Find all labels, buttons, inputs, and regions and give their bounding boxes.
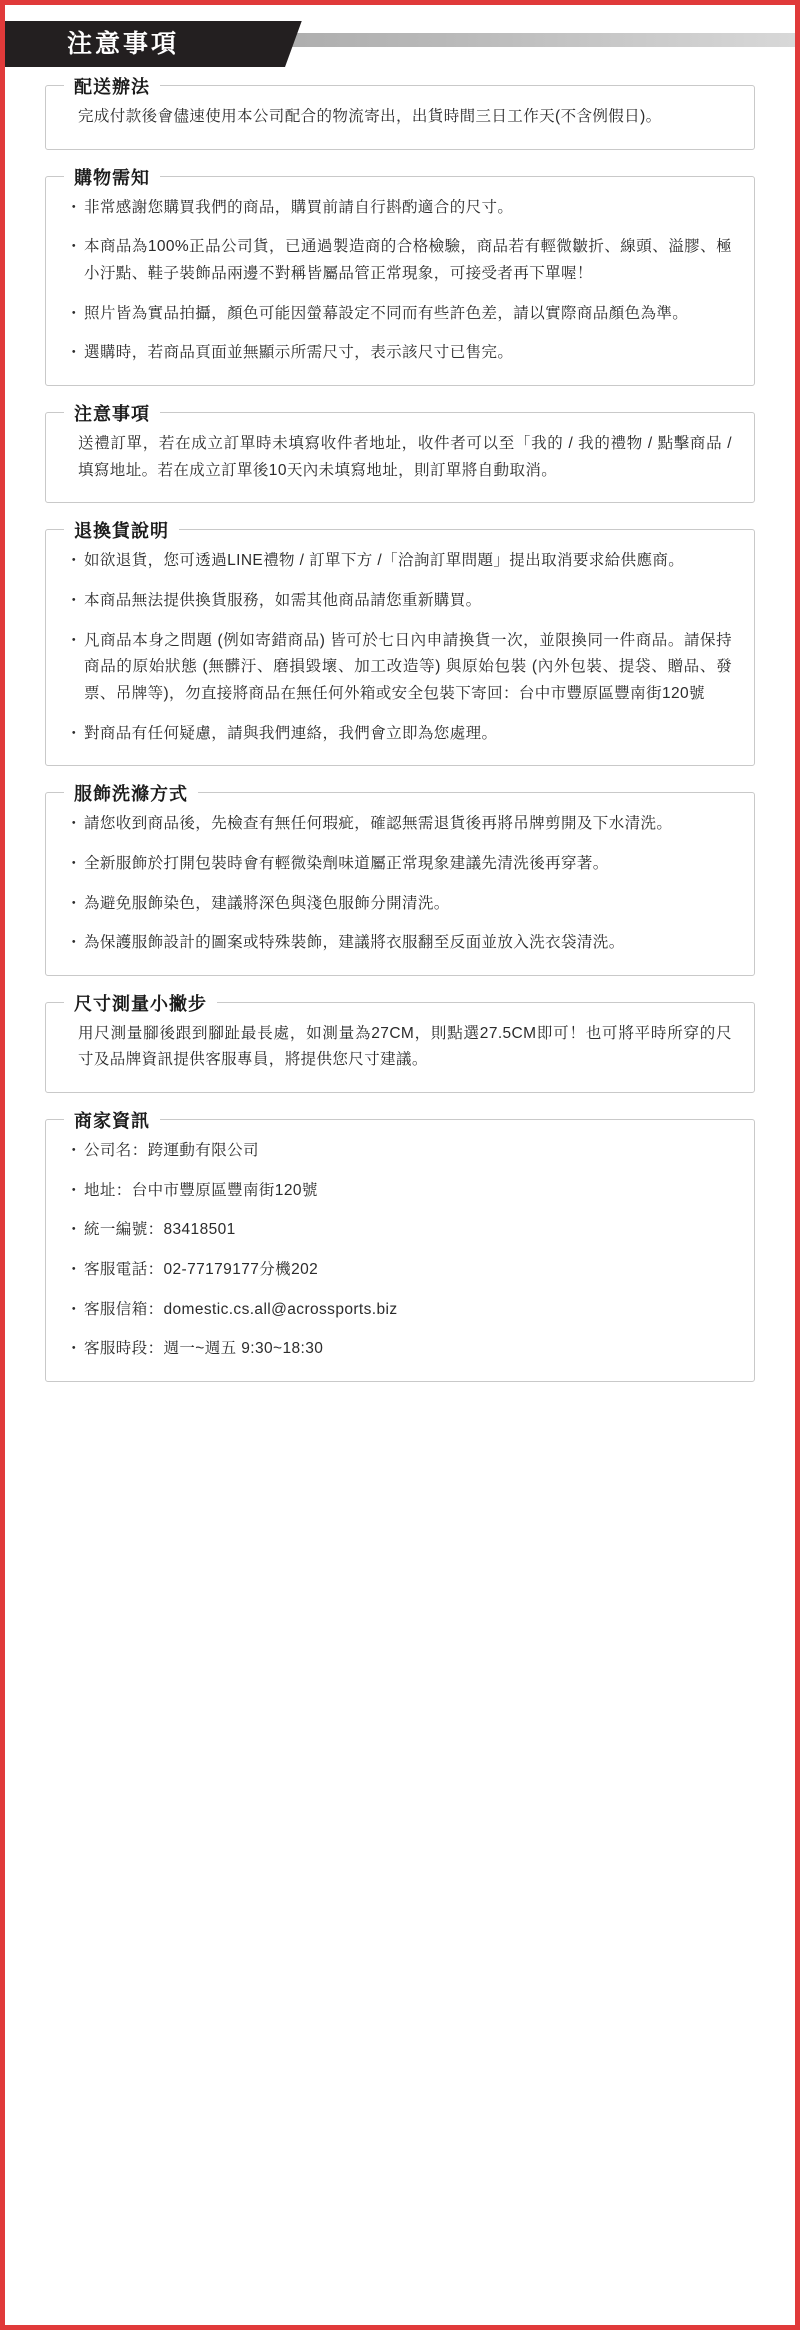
section-attention	[45, 403, 755, 503]
list-item: ・ 如欲退貨，您可透過LINE禮物 / 訂單下方 /「洽詢訂單問題」提出取消要求給供應商。	[68, 548, 732, 575]
page-title: 注意事項	[67, 30, 180, 58]
list-item: ・ 非常感謝您購買我們的商品，購買前請自行斟酌適合的尺寸。	[68, 195, 732, 222]
section-title: 配送辦法	[64, 73, 160, 99]
list-item: ・ 照片皆為實品拍攝，顏色可能因螢幕設定不同而有些許色差，請以實際商品顏色為準。	[68, 301, 732, 328]
list-item: ・ 本商品為100%正品公司貨，已通過製造商的合格檢驗，商品若有輕微皺折、線頭、溢膠、極小汙點、鞋子裝飾品兩邊不對稱皆屬品管正常現象，可接受者再下單喔！	[68, 234, 732, 287]
bullet-list	[68, 195, 732, 367]
section-washing	[45, 784, 755, 976]
section-paragraph: 用尺測量腳後跟到腳趾最長處，如測量為27CM，則點選27.5CM即可！也可將平時所穿的尺寸及品牌資訊提供客服專員，將提供您尺寸建議。	[78, 1024, 732, 1069]
list-item: ・ 本商品無法提供換貨服務，如需其他商品請您重新購買。	[68, 588, 732, 615]
section-merchant-info	[45, 1111, 755, 1382]
list-item: ・ 客服信箱：domestic.cs.all@acrossports.biz	[68, 1297, 732, 1324]
section-title: 商家資訊	[64, 1107, 160, 1133]
section-title: 尺寸測量小撇步	[64, 990, 217, 1016]
section-paragraph: 送禮訂單，若在成立訂單時未填寫收件者地址，收件者可以至「我的 / 我的禮物 / 點擊商品 / 填寫地址。若在成立訂單後10天內未填寫地址，則訂單將自動取消。	[78, 434, 732, 479]
list-item: ・ 地址：台中市豐原區豐南街120號	[68, 1178, 732, 1205]
section-title: 退換貨說明	[64, 517, 179, 543]
section-shipping	[45, 77, 755, 150]
bullet-list	[68, 548, 732, 747]
list-item: ・ 全新服飾於打開包裝時會有輕微染劑味道屬正常現象建議先清洗後再穿著。	[68, 851, 732, 878]
section-title: 購物需知	[64, 164, 160, 190]
list-item: ・ 客服電話：02-77179177分機202	[68, 1257, 732, 1284]
list-item: ・ 統一編號：83418501	[68, 1217, 732, 1244]
section-title: 注意事項	[64, 400, 160, 426]
list-item: ・ 對商品有任何疑慮，請與我們連絡，我們會立即為您處理。	[68, 721, 732, 748]
list-item: ・ 公司名：跨運動有限公司	[68, 1138, 732, 1165]
list-item: ・ 凡商品本身之問題 (例如寄錯商品) 皆可於七日內申請換貨一次，並限換同一件商品。請保持商品的原始狀態 (無髒汙、磨損毀壞、加工改造等) 與原始包裝 (內外包裝、提袋、贈品、發票、吊牌等)，勿直接將商品在無任何外箱或安全包裝下寄回：台中市豐原區豐南街120號	[68, 628, 732, 708]
section-sizing-tips	[45, 993, 755, 1093]
bullet-list	[68, 1138, 732, 1363]
section-paragraph: 完成付款後會儘速使用本公司配合的物流寄出，出貨時間三日工作天(不含例假日)。	[78, 108, 662, 125]
list-item: ・ 為保護服飾設計的圖案或特殊裝飾，建議將衣服翻至反面並放入洗衣袋清洗。	[68, 930, 732, 957]
bullet-list	[68, 811, 732, 957]
section-returns	[45, 521, 755, 766]
list-item: ・ 客服時段：週一~週五 9:30~18:30	[68, 1336, 732, 1363]
list-item: ・ 請您收到商品後，先檢查有無任何瑕疵，確認無需退貨後再將吊牌剪開及下水清洗。	[68, 811, 732, 838]
list-item: ・ 為避免服飾染色，建議將深色與淺色服飾分開清洗。	[68, 891, 732, 918]
section-shopping-notes	[45, 167, 755, 386]
list-item: ・ 選購時，若商品頁面並無顯示所需尺寸，表示該尺寸已售完。	[68, 340, 732, 367]
section-title: 服飾洗滌方式	[64, 780, 198, 806]
